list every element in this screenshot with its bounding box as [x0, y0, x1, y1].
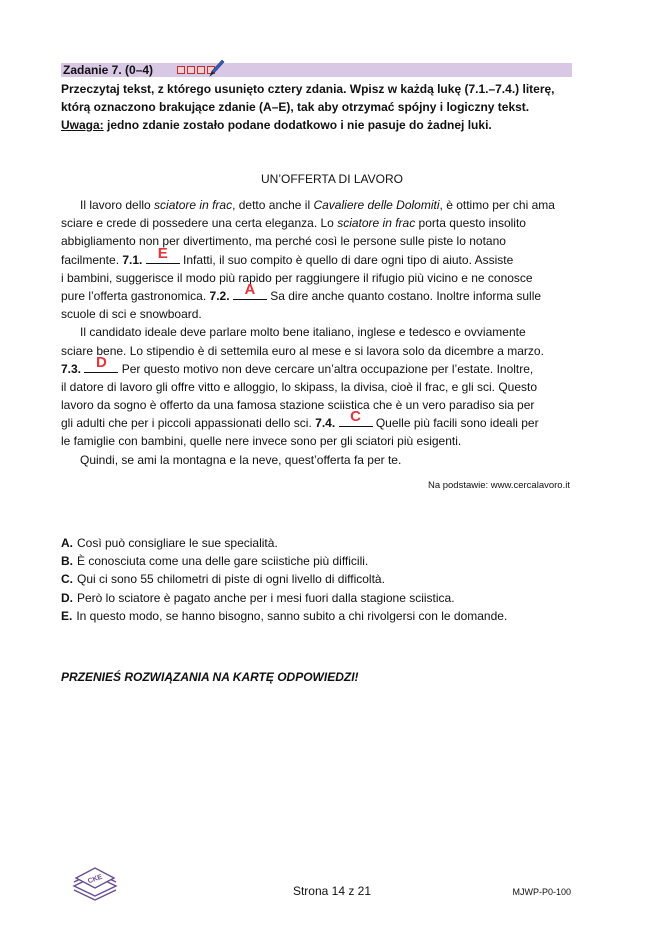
note-label: Uwaga: — [61, 118, 104, 132]
svg-text:CKE: CKE — [87, 873, 104, 886]
task-instructions — [61, 80, 576, 134]
text-line: 7.3. D Per questo motivo non deve cercare un’altra occupazione per l’estate. Inoltre, — [61, 353, 534, 376]
text-line: Il candidato ideale deve parlare molto bene italiano, inglese e tedesco e ovviamente — [80, 325, 526, 340]
text-line: lavoro da sogno è offerto da una famosa stazione sciistica che è un vero paradiso sia per — [61, 398, 535, 413]
note-text: jedno zdanie zostało podane dodatkowo i nie pasuje do żadnej luki. — [103, 118, 492, 132]
source-note: Na podstawie: www.cercalavoro.it — [427, 480, 570, 491]
text-line: Quindi, se ami la montagna e la neve, quest’offerta fa per te. — [80, 452, 402, 467]
handwritten-answer: C — [350, 408, 361, 426]
options-list — [61, 534, 581, 625]
option-item: A. Così può consigliare le sue specialità. — [61, 536, 278, 550]
option-item: E. In questo modo, se hanno bisogno, sanno subito a chi rivolgersi con le domande. — [61, 608, 508, 623]
pen-icon — [207, 58, 225, 78]
transfer-note: PRZENIEŚ ROZWIĄZANIA NA KARTĘ ODPOWIEDZI! — [61, 670, 359, 684]
gap-label: 7.3. — [61, 361, 82, 376]
exam-code: MJWP-P0-100 — [512, 887, 571, 897]
reading-text — [61, 196, 576, 469]
task-title: Zadanie 7. (0–4) — [63, 63, 154, 77]
instruction-note — [61, 116, 576, 134]
text-line: scuole di sci e snowboard. — [61, 307, 202, 322]
text-line: il datore di lavoro gli offre vitto e alloggio, lo skipass, la divisa, cioè il frac, e gli sci. Questo — [61, 379, 538, 394]
text-line: abbigliamento non per divertimento, ma perché così le persone sulle piste lo notano — [61, 234, 506, 249]
handwritten-answer: A — [244, 280, 256, 298]
instruction-line: którą oznaczono brakujące zdanie (A–E), tak aby otrzymać spójny i logiczny tekst. — [61, 100, 530, 114]
option-item: D. Però lo sciatore è pagato anche per i mesi fuori dalla stagione sciistica. — [61, 590, 455, 605]
option-item: B. È conosciuta come una delle gare sciistiche più difficili. — [61, 554, 369, 569]
text-line: i bambini, suggerisce il modo più rapido per raggiungere il rifugio più vicino e ne conosce — [61, 270, 533, 285]
text-line: sciare e crede di possedere una certa eleganza. Lo sciatore in frac porta questo insolito — [61, 216, 526, 231]
text-title: UN’OFFERTA DI LAVORO — [260, 172, 404, 186]
score-box — [197, 66, 205, 74]
handwritten-answer: E — [157, 244, 168, 262]
gap-label: 7.1. — [122, 252, 143, 267]
task-header — [61, 63, 572, 77]
gap-label: 7.2. — [209, 288, 230, 303]
option-item: C. Qui ci sono 55 chilometri di piste di ogni livello di difficoltà. — [61, 572, 385, 587]
score-box — [177, 66, 185, 74]
instruction-line: Przeczytaj tekst, z którego usunięto cztery zdania. Wpisz w każdą lukę (7.1.–7.4.) literę, — [61, 82, 555, 96]
score-box — [187, 66, 195, 74]
text-line: pure l’offerta gastronomica. 7.2. A Sa dire anche quanto costano. Inoltre informa sulle — [61, 280, 542, 303]
text-line: sciare bene. Lo stipendio è di settemila euro al mese e si lavora solo da dicembre a marzo. — [61, 343, 544, 358]
answer-gap[interactable] — [339, 408, 373, 427]
text-line: le famiglie con bambini, quelle nere invece sono per gli sciatori più esigenti. — [61, 434, 462, 449]
answer-gap[interactable] — [233, 280, 267, 300]
text-line: facilmente. 7.1. E Infatti, il suo compito è quello di dare ogni tipo di aiuto. Assiste — [61, 244, 514, 267]
handwritten-answer: D — [95, 353, 107, 371]
gap-label: 7.4. — [315, 416, 336, 431]
page-number: Strona 14 z 21 — [292, 884, 372, 898]
text-line: Il lavoro dello sciatore in frac, detto anche il Cavaliere delle Dolomiti, è ottimo per chi ama — [80, 198, 555, 212]
text-line: gli adulti che per i piccoli appassionati dello sci. 7.4. C Quelle più facili sono ideali per — [61, 408, 539, 431]
answer-gap[interactable] — [146, 244, 180, 264]
answer-gap[interactable] — [84, 353, 118, 373]
